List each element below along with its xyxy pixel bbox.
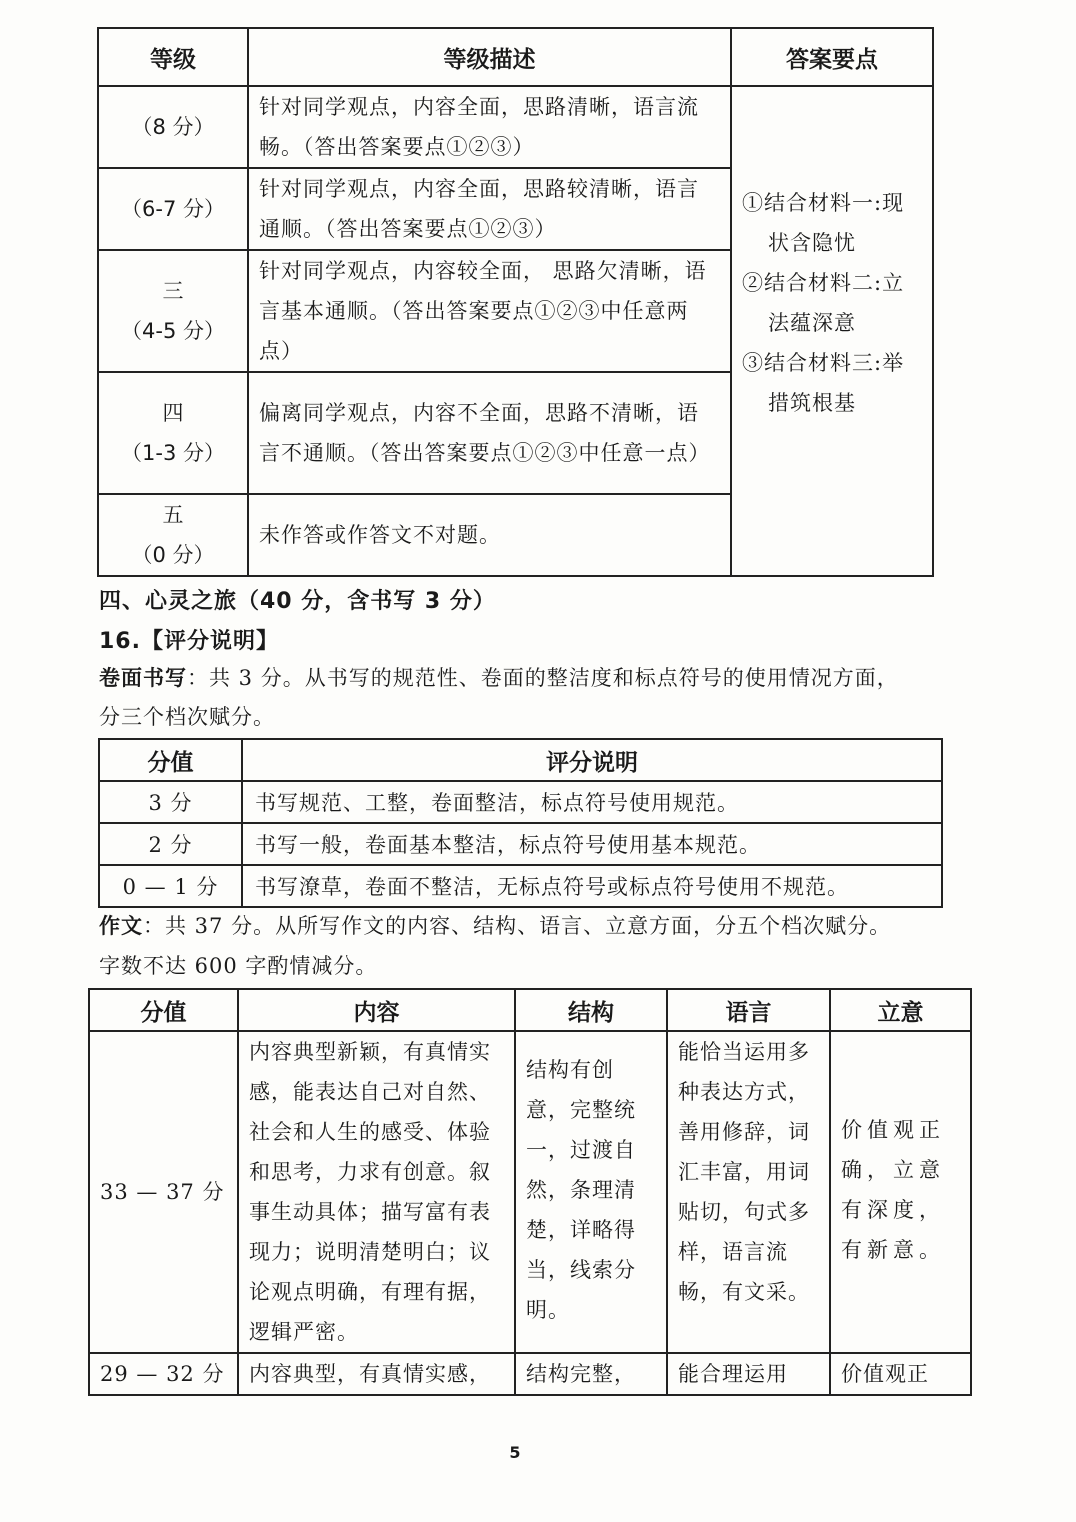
description-cell: 书写规范、工整，卷面整洁，标点符号使用规范。 [242, 781, 942, 823]
level-cell: 五 （0 分） [98, 494, 248, 576]
header-content: 内容 [238, 989, 515, 1031]
header-level-description: 等级描述 [248, 28, 731, 86]
handwriting-label: 卷面书写 [99, 666, 187, 690]
structure-cell: 结构完整， [515, 1353, 667, 1395]
question-title: 16.【评分说明】 [99, 629, 279, 654]
description-cell: 书写潦草，卷面不整洁，无标点符号或标点符号使用不规范。 [242, 865, 942, 907]
description-cell: 书写一般，卷面基本整洁，标点符号使用基本规范。 [242, 823, 942, 865]
content-cell: 内容典型，有真情实感， [238, 1353, 515, 1395]
score-cell: 33 — 37 分 [89, 1031, 238, 1353]
answer-points-cell [731, 86, 933, 576]
page-number: 5 [509, 1443, 521, 1462]
header-score: 分值 [89, 989, 238, 1031]
level-description: 针对同学观点，内容全面，思路较清晰，语言通顺。（答出答案要点①②③） [248, 168, 731, 250]
table-row [89, 1353, 971, 1395]
table-row [98, 86, 933, 168]
handwriting-note-cont: 分三个档次赋分。 [99, 705, 275, 729]
table-row [99, 865, 942, 907]
header-answer-points: 答案要点 [731, 28, 933, 86]
essay-note: 作文：共 37 分。从所写作文的内容、结构、语言、立意方面，分五个档次赋分。 [99, 914, 892, 938]
level-cell: 四 （1-3 分） [98, 372, 248, 494]
language-cell: 能合理运用 [667, 1353, 830, 1395]
level-cell: 三 （4-5 分） [98, 250, 248, 372]
level-description: 针对同学观点，内容较全面， 思路欠清晰，语言基本通顺。（答出答案要点①②③中任意两点） [248, 250, 731, 372]
score-cell: 3 分 [99, 781, 242, 823]
header-idea: 立意 [830, 989, 971, 1031]
level-description: 针对同学观点，内容全面，思路清晰，语言流畅。（答出答案要点①②③） [248, 86, 731, 168]
answer-point: ①结合材料一:现 [742, 191, 905, 215]
level-description: 偏离同学观点，内容不全面，思路不清晰，语言不通顺。（答出答案要点①②③中任意一点） [248, 372, 731, 494]
idea-cell: 价值观正 [830, 1353, 971, 1395]
answer-point: ③结合材料三:举 [742, 351, 905, 375]
handwriting-table [98, 738, 943, 908]
header-structure: 结构 [515, 989, 667, 1031]
level-cell: （8 分） [98, 86, 248, 168]
answer-point: ②结合材料二:立 [742, 271, 905, 295]
header-description: 评分说明 [242, 739, 942, 781]
level-description: 未作答或作答文不对题。 [248, 494, 731, 576]
level-cell: （6-7 分） [98, 168, 248, 250]
score-cell: 2 分 [99, 823, 242, 865]
idea-cell: 价值观正确，立意有深度，有新意。 [830, 1031, 971, 1353]
answer-point: 措筑根基 [768, 391, 856, 415]
grading-table [97, 27, 934, 577]
score-cell: 29 — 32 分 [89, 1353, 238, 1395]
table-row [99, 823, 942, 865]
score-cell: 0 — 1 分 [99, 865, 242, 907]
essay-note-cont: 字数不达 600 字酌情减分。 [99, 954, 378, 978]
essay-label: 作文 [99, 914, 143, 938]
handwriting-note: 卷面书写：共 3 分。从书写的规范性、卷面的整洁度和标点符号的使用情况方面， [99, 666, 899, 690]
language-cell: 能恰当运用多种表达方式，善用修辞，词汇丰富，用词贴切，句式多样，语言流畅，有文采。 [667, 1031, 830, 1353]
header-score: 分值 [99, 739, 242, 781]
content-cell: 内容典型新颖，有真情实感，能表达自己对自然、社会和人生的感受、体验和思考，力求有创意。叙事生动具体；描写富有表现力；说明清楚明白；议论观点明确，有理有据，逻辑严密。 [238, 1031, 515, 1353]
header-level: 等级 [98, 28, 248, 86]
structure-cell: 结构有创意，完整统一，过渡自然，条理清楚，详略得当，线索分明。 [515, 1031, 667, 1353]
answer-point: 法蕴深意 [768, 311, 856, 335]
table-row [89, 1031, 971, 1353]
answer-point: 状含隐忧 [768, 231, 856, 255]
header-language: 语言 [667, 989, 830, 1031]
essay-table [88, 988, 972, 1396]
section-title: 四、心灵之旅（40 分，含书写 3 分） [99, 589, 496, 614]
table-row [99, 781, 942, 823]
